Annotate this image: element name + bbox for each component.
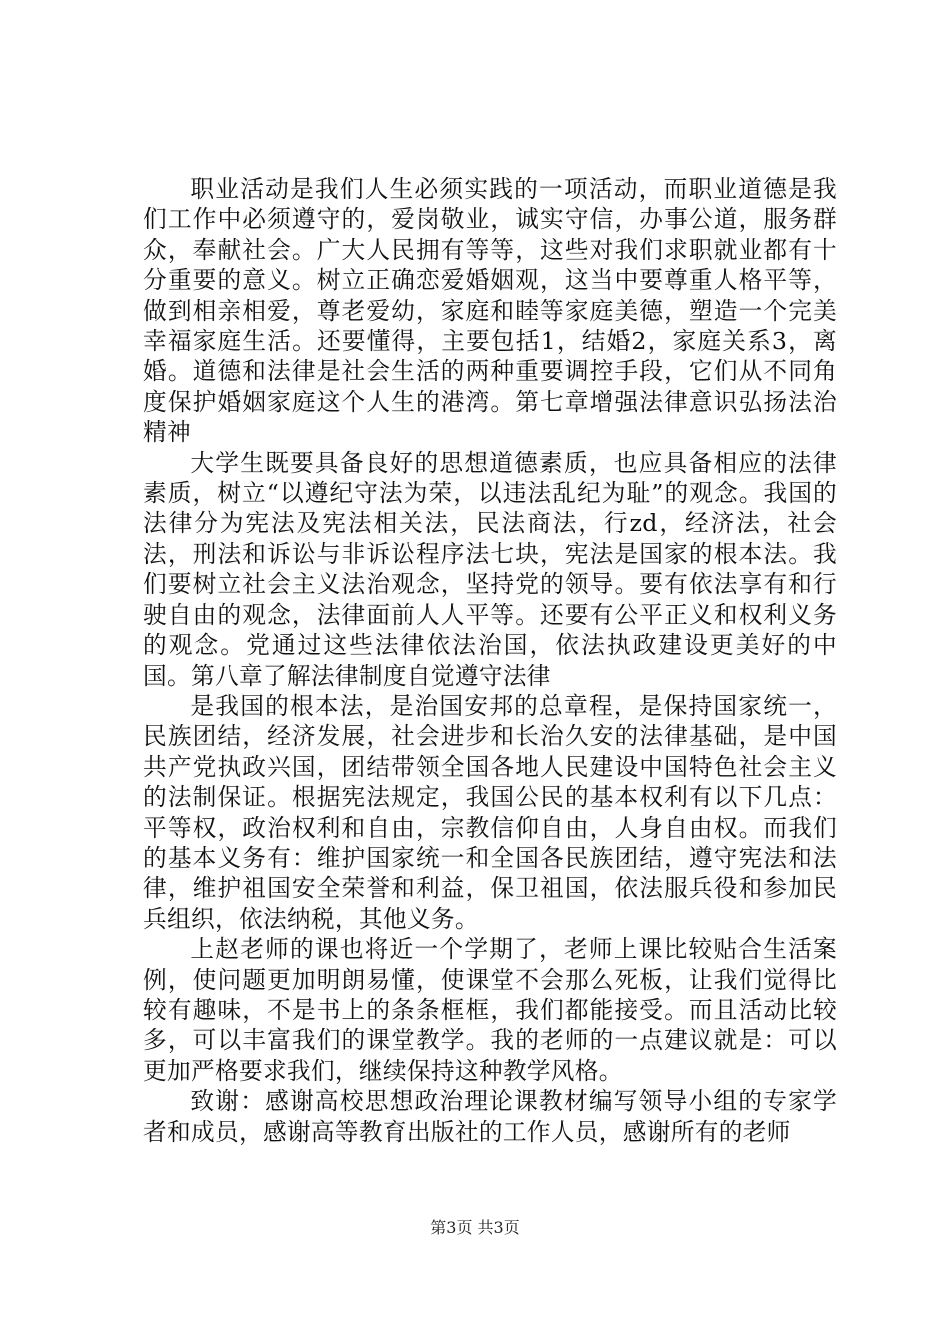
document-body — [143, 174, 837, 1147]
paragraph: 是我国的根本法，是治国安邦的总章程，是保持国家统一，民族团结，经济发展，社会进步和长治久安的法律基础，是中国共产党执政兴国，团结带领全国各地人民建设中国特色社会主义的法制保证。根据宪法规定，我国公民的基本权利有以下几点：平等权，政治权利和自由，宗教信仰自由，人身自由权。而我们的基本义务有：维护国家统一和全国各民族团结，遵守宪法和法律，维护祖国安全荣誉和利益，保卫祖国，依法服兵役和参加民兵组织，依法纳税，其他义务。 — [143, 691, 837, 933]
paragraph: 职业活动是我们人生必须实践的一项活动，而职业道德是我们工作中必须遵守的，爱岗敬业，诚实守信，办事公道，服务群众，奉献社会。广大人民拥有等等，这些对我们求职就业都有十分重要的意义。树立正确恋爱婚姻观，这当中要尊重人格平等，做到相亲相爱，尊老爱幼，家庭和睦等家庭美德，塑造一个完美幸福家庭生活。还要懂得，主要包括1，结婚2，家庭关系3，离婚。道德和法律是社会生活的两种重要调控手段，它们从不同角度保护婚姻家庭这个人生的港湾。第七章增强法律意识弘扬法治精神 — [143, 175, 837, 447]
paragraph: 上赵老师的课也将近一个学期了，老师上课比较贴合生活案例，使问题更加明朗易懂，使课堂不会那么死板，让我们觉得比较有趣味，不是书上的条条框框，我们都能接受。而且活动比较多，可以丰富我们的课堂教学。我的老师的一点建议就是：可以更加严格要求我们，继续保持这种教学风格。 — [143, 935, 837, 1085]
paragraph: 致谢：感谢高校思想政治理论课教材编写领导小组的专家学者和成员，感谢高等教育出版社的工作人员，感谢所有的老师 — [143, 1087, 837, 1146]
paragraph: 大学生既要具备良好的思想道德素质，也应具备相应的法律素质，树立“以遵纪守法为荣，以违法乱纪为耻”的观念。我国的法律分为宪法及宪法相关法，民法商法，行zd，经济法，社会法，刑法和诉讼与非诉讼程序法七块，宪法是国家的根本法。我们要树立社会主义法治观念，坚持党的领导。要有依法享有和行驶自由的观念，法律面前人人平等。还要有公平正义和权利义务的观念。党通过这些法律依法治国，依法执政建设更美好的中国。第八章了解法律制度自觉遵守法律 — [143, 448, 837, 690]
page-footer: 第3页 共3页 — [430, 1218, 520, 1237]
